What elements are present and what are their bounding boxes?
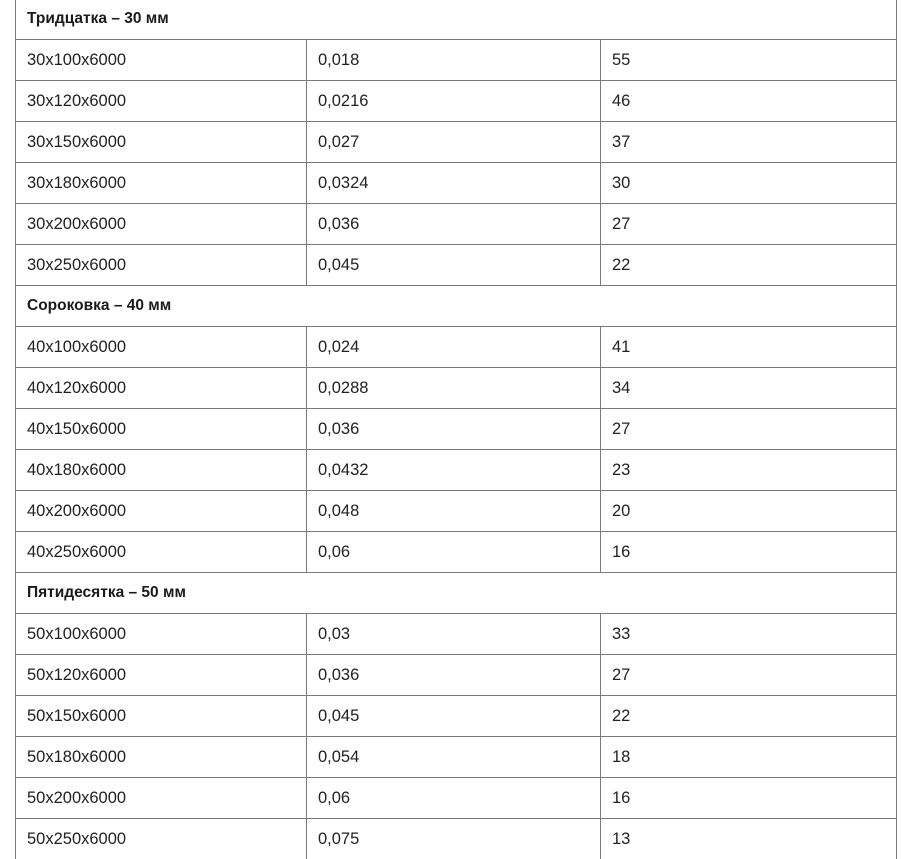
- section-title: Сороковка – 40 мм: [16, 286, 897, 327]
- pieces-cell: 20: [601, 491, 897, 532]
- volume-cell: 0,036: [307, 409, 601, 450]
- table-row: [16, 696, 897, 737]
- table-row: [16, 450, 897, 491]
- table-row: [16, 614, 897, 655]
- pieces-cell: 30: [601, 163, 897, 204]
- volume-cell: 0,0432: [307, 450, 601, 491]
- size-cell: 50x150x6000: [16, 696, 307, 737]
- volume-cell: 0,0288: [307, 368, 601, 409]
- table-row: [16, 737, 897, 778]
- table-row: [16, 532, 897, 573]
- volume-cell: 0,0216: [307, 81, 601, 122]
- pieces-cell: 23: [601, 450, 897, 491]
- volume-cell: 0,0324: [307, 163, 601, 204]
- table-row: [16, 204, 897, 245]
- table-row: [16, 491, 897, 532]
- volume-cell: 0,045: [307, 245, 601, 286]
- size-cell: 30x180x6000: [16, 163, 307, 204]
- table-row: [16, 122, 897, 163]
- pieces-cell: 27: [601, 655, 897, 696]
- pieces-cell: 22: [601, 696, 897, 737]
- volume-cell: 0,024: [307, 327, 601, 368]
- size-cell: 50x250x6000: [16, 819, 307, 859]
- volume-cell: 0,054: [307, 737, 601, 778]
- table-row: [16, 778, 897, 819]
- pieces-cell: 18: [601, 737, 897, 778]
- pieces-cell: 16: [601, 532, 897, 573]
- table-row: [16, 163, 897, 204]
- pieces-cell: 27: [601, 409, 897, 450]
- pieces-cell: 22: [601, 245, 897, 286]
- size-cell: 30x250x6000: [16, 245, 307, 286]
- section-header-row: [16, 0, 897, 40]
- size-cell: 40x200x6000: [16, 491, 307, 532]
- volume-cell: 0,036: [307, 204, 601, 245]
- size-cell: 50x200x6000: [16, 778, 307, 819]
- size-cell: 40x120x6000: [16, 368, 307, 409]
- size-cell: 30x100x6000: [16, 40, 307, 81]
- table-row: [16, 368, 897, 409]
- pieces-cell: 13: [601, 819, 897, 859]
- size-cell: 30x120x6000: [16, 81, 307, 122]
- pieces-cell: 33: [601, 614, 897, 655]
- size-cell: 40x250x6000: [16, 532, 307, 573]
- volume-cell: 0,06: [307, 532, 601, 573]
- pieces-cell: 46: [601, 81, 897, 122]
- volume-cell: 0,036: [307, 655, 601, 696]
- table-row: [16, 819, 897, 859]
- section-title: Тридцатка – 30 мм: [16, 0, 897, 40]
- section-header-row: [16, 573, 897, 614]
- volume-cell: 0,075: [307, 819, 601, 859]
- section-header-row: [16, 286, 897, 327]
- size-cell: 50x180x6000: [16, 737, 307, 778]
- table-row: [16, 327, 897, 368]
- size-cell: 40x150x6000: [16, 409, 307, 450]
- volume-cell: 0,045: [307, 696, 601, 737]
- table-row: [16, 409, 897, 450]
- size-cell: 40x180x6000: [16, 450, 307, 491]
- table-row: [16, 655, 897, 696]
- size-cell: 50x120x6000: [16, 655, 307, 696]
- pieces-cell: 37: [601, 122, 897, 163]
- volume-cell: 0,06: [307, 778, 601, 819]
- size-cell: 30x200x6000: [16, 204, 307, 245]
- volume-cell: 0,03: [307, 614, 601, 655]
- volume-cell: 0,027: [307, 122, 601, 163]
- pieces-cell: 27: [601, 204, 897, 245]
- size-cell: 50x100x6000: [16, 614, 307, 655]
- table-row: [16, 81, 897, 122]
- pieces-cell: 55: [601, 40, 897, 81]
- pieces-cell: 41: [601, 327, 897, 368]
- table-row: [16, 40, 897, 81]
- size-cell: 40x100x6000: [16, 327, 307, 368]
- lumber-spec-table-container: [15, 0, 896, 859]
- volume-cell: 0,018: [307, 40, 601, 81]
- section-title: Пятидесятка – 50 мм: [16, 573, 897, 614]
- size-cell: 30x150x6000: [16, 122, 307, 163]
- table-row: [16, 245, 897, 286]
- pieces-cell: 16: [601, 778, 897, 819]
- lumber-spec-table: [15, 0, 897, 859]
- volume-cell: 0,048: [307, 491, 601, 532]
- pieces-cell: 34: [601, 368, 897, 409]
